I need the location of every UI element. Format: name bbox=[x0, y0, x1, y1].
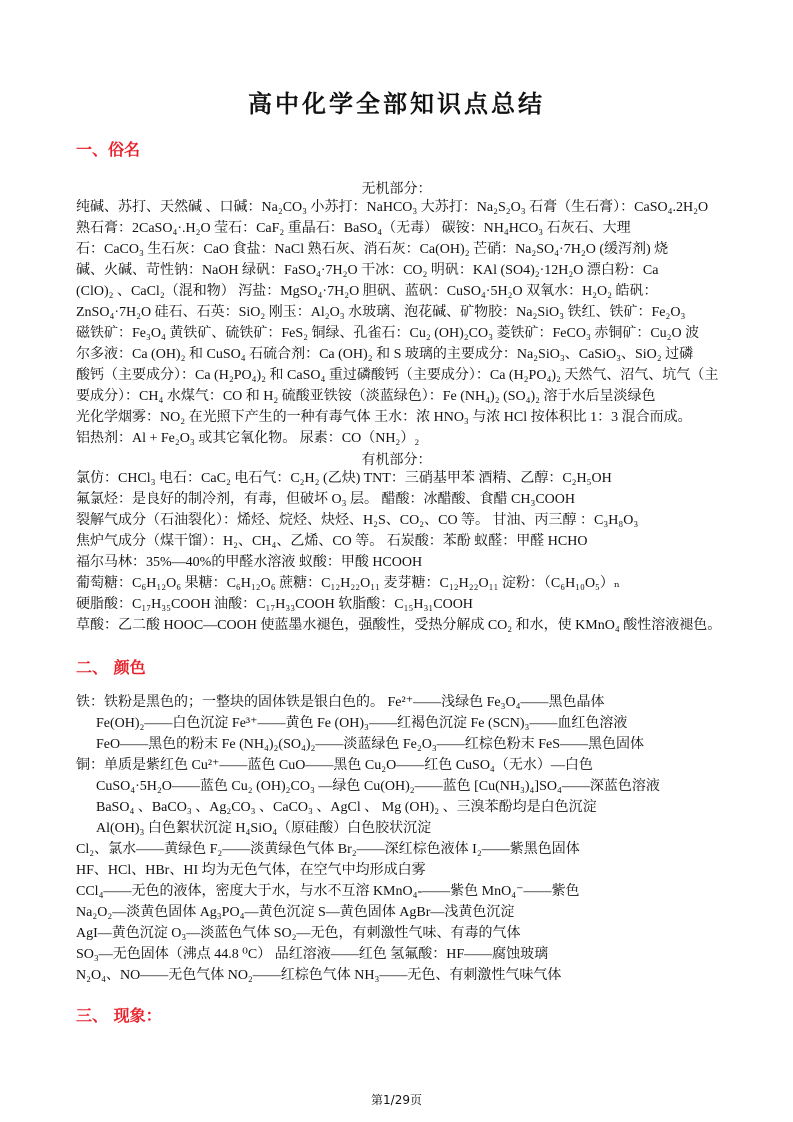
text-line: Fe(OH)₂——白色沉淀 Fe³⁺——黄色 Fe (OH)₃——红褐色沉淀 Fe (SCN)₃——血红色溶液 bbox=[96, 716, 628, 731]
text-line: 铁：铁粉是黑色的；一整块的固体铁是银白色的。 Fe²⁺——浅绿色 Fe₃O₄——黑色晶体 bbox=[76, 695, 605, 710]
subsection-label-inorganic: 无机部分： bbox=[361, 182, 432, 197]
section-heading-phenomena: 三、 现象： bbox=[76, 1006, 162, 1025]
text-line: 硬脂酸：C₁₇H₃₅COOH 油酸：C₁₇H₃₃COOH 软脂酸：C₁₅H₃₁COOH bbox=[76, 597, 473, 612]
text-line: 石：CaCO₃ 生石灰：CaO 食盐：NaCl 熟石灰、消石灰：Ca(OH)₂ 芒硝：Na₂SO₄·7H₂O (缓泻剂) 烧 bbox=[76, 242, 669, 257]
text-line: 氟氯烃：是良好的制冷剂，有毒，但破坏 O₃ 层。 醋酸：冰醋酸、食醋 CH₃COOH bbox=[76, 492, 575, 507]
text-line: 草酸：乙二酸 HOOC—COOH 使蓝墨水褪色，强酸性，受热分解成 CO₂ 和水，使 KMnO₄ 酸性溶液褪色。 bbox=[76, 618, 722, 633]
text-line: HF、HCl、HBr、HI 均为无色气体，在空气中均形成白雾 bbox=[76, 863, 426, 878]
text-line: ZnSO₄·7H₂O 硅石、石英：SiO₂ 刚玉：Al₂O₃ 水玻璃、泡花碱、矿物胶：Na₂SiO₃ 铁红、铁矿：Fe₂O₃ bbox=[76, 305, 686, 320]
document-title: 高中化学全部知识点总结 bbox=[248, 89, 545, 118]
section-heading-common-names: 一、俗名 bbox=[76, 140, 141, 159]
text-line: 熟石膏：2CaSO₄·.H₂O 莹石：CaF₂ 重晶石：BaSO₄（无毒） 碳铵：NH₄HCO₃ 石灰石、大理 bbox=[76, 221, 631, 236]
text-line: 尔多液：Ca (OH)₂ 和 CuSO₄ 石硫合剂：Ca (OH)₂ 和 S 玻璃的主要成分：Na₂SiO₃、CaSiO₃、SiO₂ 过磷 bbox=[76, 347, 694, 362]
text-line: 福尔马林：35%—40%的甲醛水溶液 蚁酸：甲酸 HCOOH bbox=[76, 555, 423, 570]
text-line: 磁铁矿：Fe₃O₄ 黄铁矿、硫铁矿：FeS₂ 铜绿、孔雀石：Cu₂ (OH)₂CO₃ 菱铁矿：FeCO₃ 赤铜矿：Cu₂O 波 bbox=[76, 326, 700, 341]
text-line: 光化学烟雾：NO₂ 在光照下产生的一种有毒气体 王水：浓 HNO₃ 与浓 HCl 按体积比 1：3 混合而成。 bbox=[76, 410, 692, 425]
page-number: 第1/29页 bbox=[371, 1093, 422, 1107]
text-line: 氯仿：CHCl₃ 电石：CaC₂ 电石气：C₂H₂ (乙炔) TNT：三硝基甲苯 酒精、乙醇：C₂H₅OH bbox=[76, 471, 612, 486]
text-line: BaSO₄ 、BaCO₃ 、Ag₂CO₃ 、CaCO₃ 、AgCl 、 Mg (OH)₂ 、三溴苯酚均是白色沉淀 bbox=[96, 800, 597, 815]
text-line: AgI—黄色沉淀 O₃—淡蓝色气体 SO₂—无色，有刺激性气味、有毒的气体 bbox=[76, 926, 521, 941]
subsection-label-organic: 有机部分： bbox=[361, 453, 432, 468]
text-line: 裂解气成分（石油裂化）：烯烃、烷烃、炔烃、H₂S、CO₂、CO 等。 甘油、丙三醇 ：C₃H₈O₃ bbox=[76, 513, 639, 528]
text-line: 铝热剂：Al + Fe₂O₃ 或其它氧化物。 尿素：CO（NH₂）₂ bbox=[76, 431, 420, 446]
text-line: (ClO)₂ 、CaCl₂（混和物） 泻盐：MgSO₄·7H₂O 胆矾、蓝矾：CuSO₄·5H₂O 双氧水：H₂O₂ 皓矾： bbox=[76, 284, 658, 299]
text-line: 葡萄糖：C₆H₁₂O₆ 果糖：C₆H₁₂O₆ 蔗糖：C₁₂H₂₂O₁₁ 麦芽糖：C₁₂H₂₂O₁₁ 淀粉：（C₆H₁₀O₅）ₙ bbox=[76, 576, 620, 591]
text-line: SO₃—无色固体（沸点 44.8 ⁰C） 品红溶液——红色 氢氟酸：HF——腐蚀玻璃 bbox=[76, 947, 549, 962]
section-heading-colors: 二、 颜色 bbox=[76, 658, 146, 677]
text-line: 碱、火碱、苛性钠：NaOH 绿矾：FaSO₄·7H₂O 干冰：CO₂ 明矾：KAl (SO4)₂·12H₂O 漂白粉：Ca bbox=[76, 263, 659, 278]
text-line: CCl₄——无色的液体，密度大于水，与水不互溶 KMnO₄-——紫色 MnO₄⁻——紫色 bbox=[76, 884, 580, 899]
text-line: 焦炉气成分（煤干馏）：H₂、CH₄、乙烯、CO 等。 石炭酸：苯酚 蚁醛：甲醛 HCHO bbox=[76, 534, 588, 549]
text-line: Cl₂、氯水——黄绿色 F₂——淡黄绿色气体 Br₂——深红棕色液体 I₂——紫黑色固体 bbox=[76, 842, 580, 857]
text-line: FeO——黑色的粉末 Fe (NH₄)₂(SO₄)₂——淡蓝绿色 Fe₂O₃——红棕色粉末 FeS——黑色固体 bbox=[96, 737, 645, 752]
text-line: N₂O₄、NO——无色气体 NO₂——红棕色气体 NH₃——无色、有刺激性气味气体 bbox=[76, 968, 562, 983]
text-line: 铜：单质是紫红色 Cu²⁺——蓝色 CuO——黑色 Cu₂O——红色 CuSO₄（无水）—白色 bbox=[76, 758, 593, 773]
text-line: Al(OH)₃ 白色絮状沉淀 H₄SiO₄（原硅酸）白色胶状沉淀 bbox=[96, 821, 432, 836]
text-line: CuSO₄·5H₂O——蓝色 Cu₂ (OH)₂CO₃ —绿色 Cu(OH)₂——蓝色 [Cu(NH₃)₄]SO₄——深蓝色溶液 bbox=[96, 779, 660, 794]
text-line: 酸钙（主要成分）：Ca (H₂PO₄)₂ 和 CaSO₄ 重过磷酸钙（主要成分）：Ca (H₂PO₄)₂ 天然气、沼气、坑气（主 bbox=[76, 368, 719, 383]
text-line: 要成分）：CH₄ 水煤气：CO 和 H₂ 硫酸亚铁铵（淡蓝绿色）：Fe (NH₄)₂ (SO₄)₂ 溶于水后呈淡绿色 bbox=[76, 389, 656, 404]
text-line: 纯碱、苏打、天然碱 、口碱：Na₂CO₃ 小苏打：NaHCO₃ 大苏打：Na₂S₂O₃ 石膏（生石膏）：CaSO₄.2H₂O bbox=[76, 200, 709, 215]
text-line: Na₂O₂—淡黄色固体 Ag₃PO₄—黄色沉淀 S—黄色固体 AgBr—浅黄色沉淀 bbox=[76, 905, 515, 920]
